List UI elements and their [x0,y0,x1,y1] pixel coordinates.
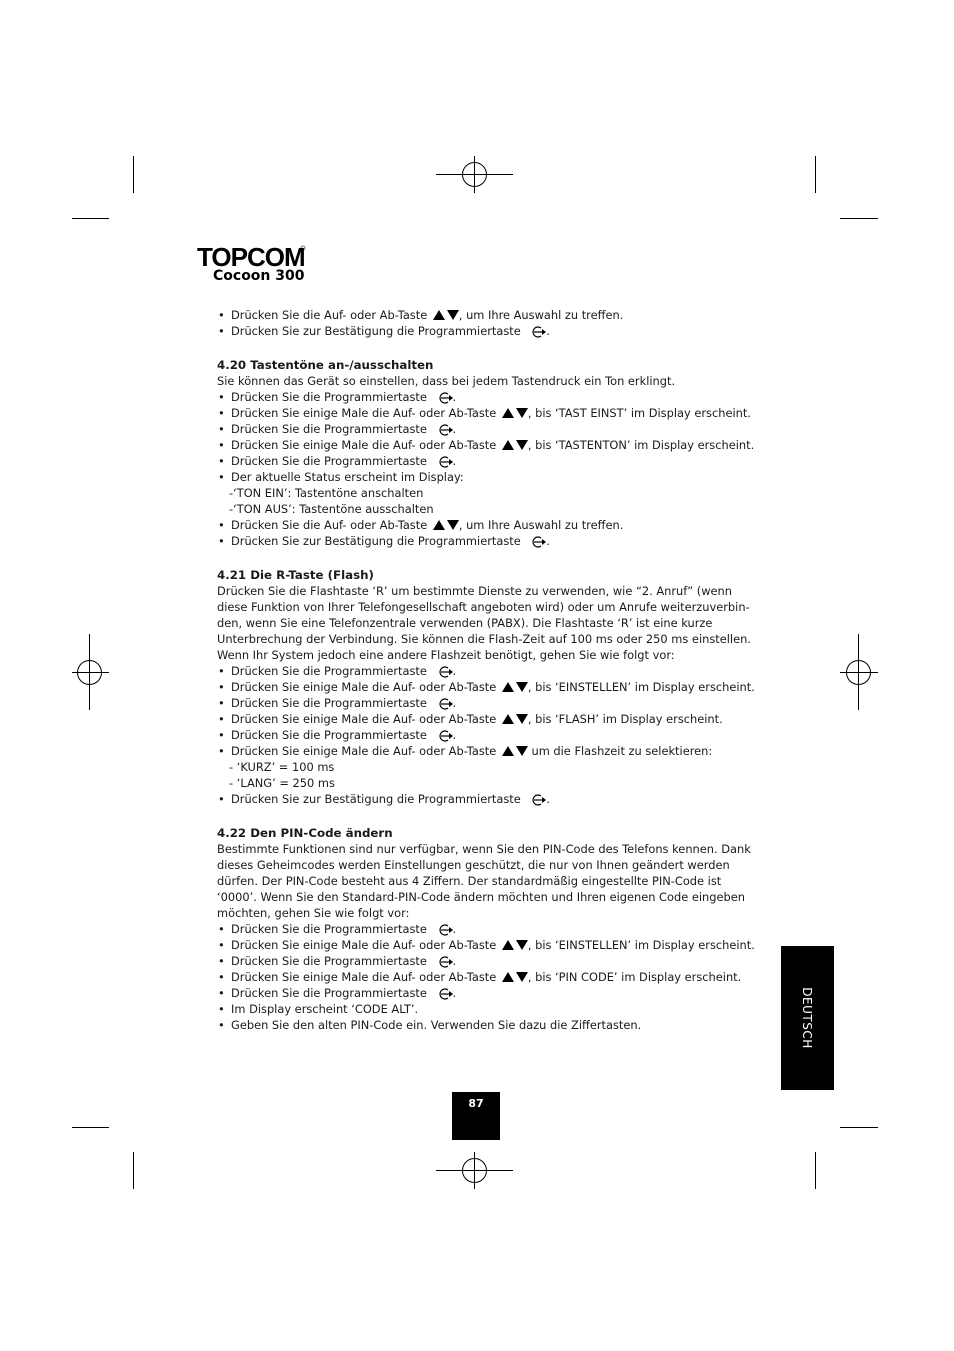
paragraph-line [217,873,747,889]
text-run: Wenn Ihr System jedoch eine andere Flashzeit benötigt, gehen Sie wie folgt vor: [217,648,675,662]
text-run: Drücken Sie die Programmiertaste [231,922,431,936]
crop-mark [72,218,109,219]
crop-mark [815,1152,816,1189]
language-tab-label: DEUTSCH [800,987,814,1049]
text-run: Drücken Sie einige Male die Auf- oder Ab-Taste [231,712,500,726]
svg-text:TOPCOM: TOPCOM [197,242,305,270]
text-run: . [452,728,457,742]
text-run: Drücken Sie die Auf- oder Ab-Taste [231,518,431,532]
text-run: -‘TON EIN’: Tastentöne anschalten [229,486,424,500]
text-run: , bis ‘TASTENTON’ im Display erscheint. [527,438,755,452]
bullet-item [217,727,747,743]
crop-mark [840,218,878,219]
text-run: . [452,422,457,436]
text-run: . [452,696,457,710]
bullet-item [217,663,747,679]
bullet-item [217,953,747,969]
section-heading: 4.20 Tastentöne an-/ausschalten [217,358,434,372]
up-down-arrows-icon [502,714,528,724]
programming-key-icon [439,392,453,404]
bullet-item [217,921,747,937]
programming-key-icon [439,456,453,468]
programming-key-icon [439,666,453,678]
model-name: Cocoon 300 [213,268,305,284]
bullet-item [217,533,747,549]
text-run: . [452,922,457,936]
text-run: . [452,954,457,968]
text-run: um die Flashzeit zu selektieren: [527,744,713,758]
text-run: Unterbrechung der Verbindung. Sie können die Flash-Zeit auf 100 ms oder 250 ms einstellen. [217,632,751,646]
text-run: Drücken Sie die Programmiertaste [231,454,431,468]
manual-content [217,307,755,1033]
text-run: Drücken Sie zur Bestätigung die Programmiertaste [231,792,525,806]
text-run: Sie können das Gerät so einstellen, dass bei jedem Tastendruck ein Ton erklingt. [217,374,676,388]
section-heading: 4.22 Den PIN-Code ändern [217,826,393,840]
text-run: Im Display erscheint ‘CODE ALT’. [231,1002,419,1016]
bullet-item [217,437,755,453]
bullet-item [217,323,747,339]
text-run: Drücken Sie einige Male die Auf- oder Ab-Taste [231,406,500,420]
text-run: Drücken Sie einige Male die Auf- oder Ab-Taste [231,970,500,984]
text-run: . [452,454,457,468]
bullet-item [217,679,755,695]
paragraph-line [217,599,750,615]
section-gap [217,807,747,825]
page-number-box [452,1092,500,1140]
text-run: , bis ‘FLASH’ im Display erscheint. [527,712,723,726]
text-run: Drücken Sie die Auf- oder Ab-Taste [231,308,431,322]
section-gap [217,339,747,357]
up-down-arrows-icon [433,520,459,530]
paragraph-line [217,889,747,905]
text-run: . [546,324,550,338]
text-run: den, wenn Sie eine Telefonzentrale verwenden (PABX). Die Flashtaste ‘R’ ist eine kurze [217,616,713,630]
text-run: . [452,986,457,1000]
text-run: dieses Geheimcodes werden Einstellungen geschützt, die nur von Ihnen geändert werden [217,858,730,872]
paragraph-line [217,647,747,663]
paragraph-line [217,905,747,921]
text-run: - ‘KURZ’ = 100 ms [229,760,335,774]
text-run: Drücken Sie zur Bestätigung die Programmiertaste [231,324,525,338]
up-down-arrows-icon [502,440,528,450]
text-run: Drücken Sie einige Male die Auf- oder Ab-Taste [231,680,500,694]
text-run: Drücken Sie die Programmiertaste [231,954,431,968]
up-down-arrows-icon [433,310,459,320]
crop-mark [815,156,816,193]
text-run: dürfen. Der PIN-Code besteht aus 4 Ziffern. Der standardmäßig eingestellte PIN-Code ist [217,874,722,888]
text-run: . [452,664,457,678]
programming-key-icon [439,956,453,968]
programming-key-icon [439,988,453,1000]
text-run: Geben Sie den alten PIN-Code ein. Verwenden Sie dazu die Ziffertasten. [231,1018,642,1032]
bullet-item [217,791,747,807]
bullet-item [217,695,747,711]
text-run: Drücken Sie einige Male die Auf- oder Ab-Taste [231,744,500,758]
programming-key-icon [439,730,453,742]
text-run: , bis ‘EINSTELLEN’ im Display erscheint. [527,938,755,952]
text-run: Bestimmte Funktionen sind nur verfügbar, wenn Sie den PIN-Code des Telefons kennen. Dank [217,842,751,856]
text-run: Drücken Sie einige Male die Auf- oder Ab-Taste [231,438,500,452]
programming-key-icon [439,424,453,436]
bullet-item [217,469,747,485]
paragraph-line [217,615,747,631]
text-run: Der aktuelle Status erscheint im Display: [231,470,464,484]
bullet-item [217,743,747,759]
text-run: Drücken Sie die Programmiertaste [231,986,431,1000]
up-down-arrows-icon [502,408,528,418]
up-down-arrows-icon [502,682,528,692]
text-run: , bis ‘EINSTELLEN’ im Display erscheint. [527,680,755,694]
topcom-logo [197,242,307,270]
programming-key-icon [439,924,453,936]
page-number: 87 [468,1097,484,1110]
up-down-arrows-icon [502,940,528,950]
up-down-arrows-icon [502,746,528,756]
text-run: . [452,390,457,404]
bullet-item [217,453,747,469]
paragraph-line [217,373,747,389]
text-run: Drücken Sie einige Male die Auf- oder Ab-Taste [231,938,500,952]
programming-key-icon [532,326,546,338]
text-run: Drücken Sie die Programmiertaste [231,664,431,678]
sub-item [217,759,747,775]
text-run: diese Funktion von Ihrer Telefongesellschaft angeboten wird) oder um Anrufe weiterzuverbin- [217,600,750,614]
text-run: , bis ‘PIN CODE’ im Display erscheint. [527,970,742,984]
sub-item [217,485,747,501]
sub-item [217,501,747,517]
section-gap [217,549,747,567]
text-run: . [546,792,550,806]
text-run: -‘TON AUS’: Tastentöne ausschalten [229,502,434,516]
bullet-item [217,307,747,323]
paragraph-line [217,857,747,873]
text-run: möchten, gehen Sie wie folgt vor: [217,906,410,920]
text-run: - ‘LANG’ = 250 ms [229,776,335,790]
programming-key-icon [532,794,546,806]
sub-item [217,775,747,791]
bullet-item [217,517,747,533]
paragraph-line [217,631,751,647]
bullet-item [217,711,747,727]
paragraph-line [217,841,751,857]
text-run: Drücken Sie zur Bestätigung die Programmiertaste [231,534,525,548]
text-run: . [546,534,550,548]
text-run: ‘0000’. Wenn Sie den Standard-PIN-Code ändern möchten und Ihren eigenen Code eingeben [217,890,745,904]
paragraph-line [217,583,747,599]
programming-key-icon [532,536,546,548]
bullet-item [217,1001,747,1017]
text-run: Drücken Sie die Flashtaste ‘R’ um bestimmte Dienste zu verwenden, wie “2. Anruf” (wenn [217,584,732,598]
crop-mark [133,156,134,193]
bullet-item [217,937,755,953]
crop-mark [133,1152,134,1189]
up-down-arrows-icon [502,972,528,982]
bullet-item [217,405,751,421]
bullet-item [217,969,747,985]
text-run: Drücken Sie die Programmiertaste [231,390,431,404]
bullet-item [217,421,747,437]
bullet-item [217,1017,747,1033]
language-tab [781,946,834,1090]
crop-mark [840,1127,878,1128]
programming-key-icon [439,698,453,710]
section-heading: 4.21 Die R-Taste (Flash) [217,568,374,582]
text-run: , um Ihre Auswahl zu treffen. [458,308,624,322]
bullet-item [217,389,747,405]
text-run: , um Ihre Auswahl zu treffen. [458,518,624,532]
crop-mark [72,1127,109,1128]
bullet-item [217,985,747,1001]
text-run: Drücken Sie die Programmiertaste [231,696,431,710]
text-run: , bis ‘TAST EINST’ im Display erscheint. [527,406,751,420]
text-run: Drücken Sie die Programmiertaste [231,422,431,436]
text-run: Drücken Sie die Programmiertaste [231,728,431,742]
